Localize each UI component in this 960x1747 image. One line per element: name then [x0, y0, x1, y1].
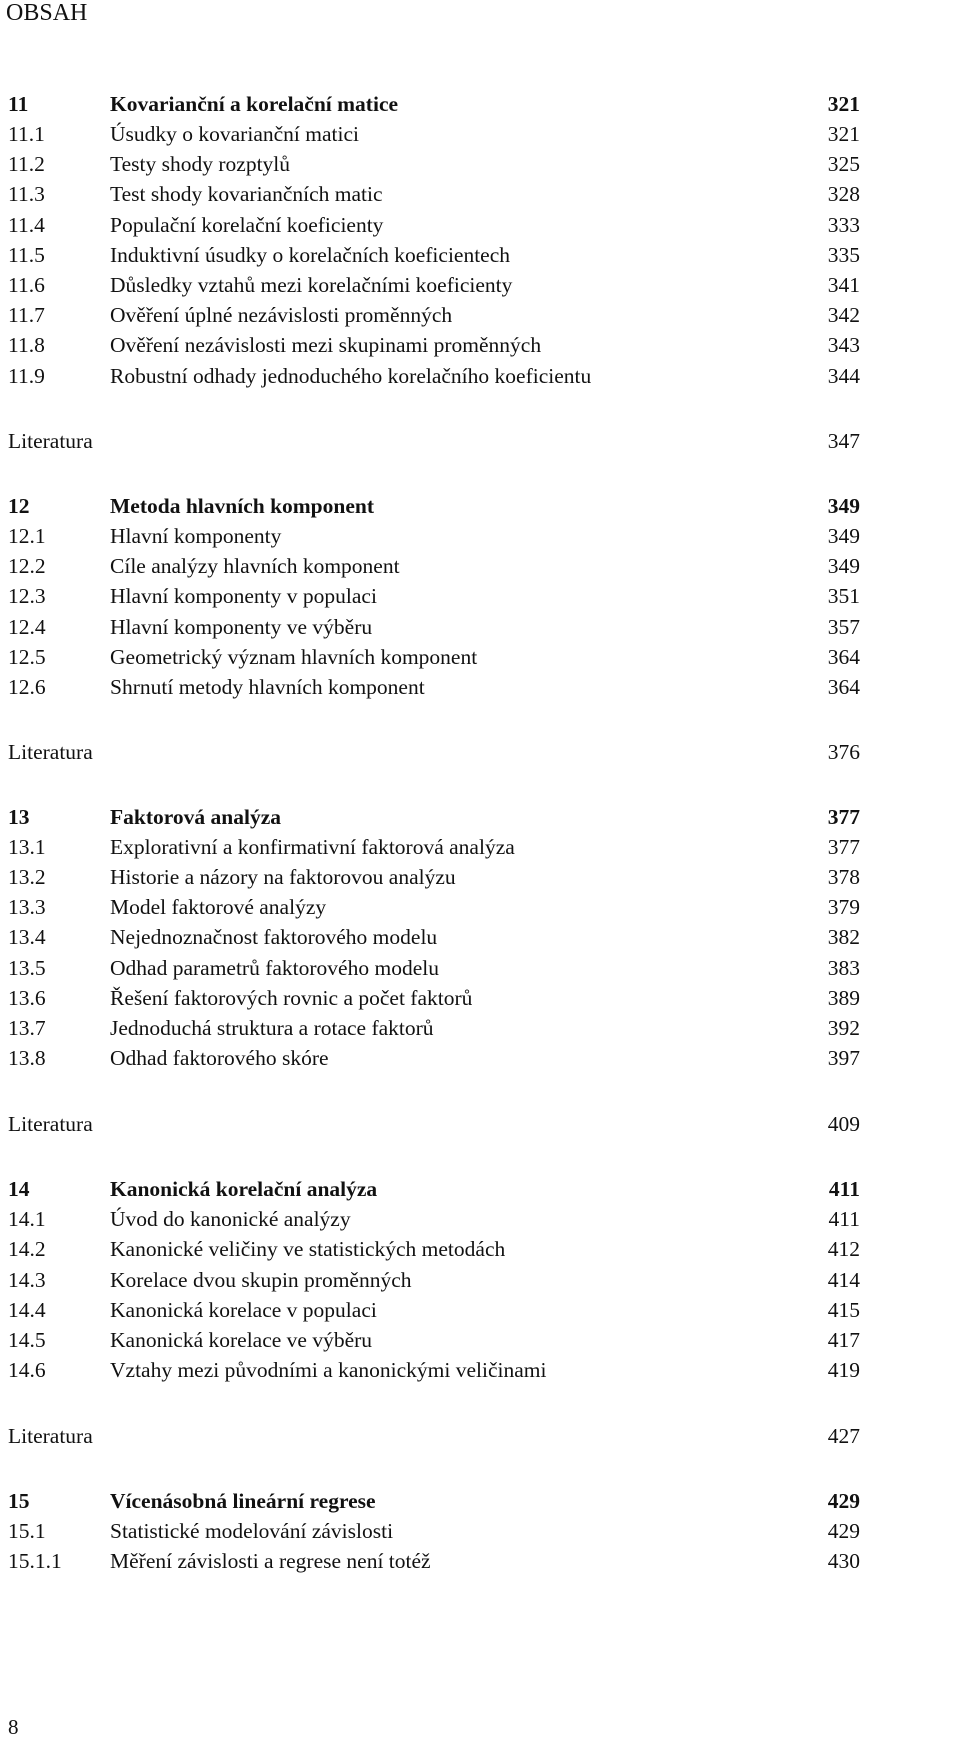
toc-entry-number: 11.9 [8, 364, 45, 388]
toc-entry-title: Explorativní a konfirmativní faktorová analýza [110, 835, 515, 859]
toc-section-row [8, 612, 860, 642]
toc-entry-number: 13 [8, 805, 30, 829]
toc-entry-title: Kanonické veličiny ve statistických metodách [110, 1237, 506, 1261]
toc-section-row [8, 672, 860, 702]
toc-entry-page: 325 [827, 152, 860, 176]
toc-entry-page: 412 [827, 1237, 860, 1261]
toc-entry-page: 335 [827, 243, 860, 267]
toc-entry-number: 11 [8, 92, 29, 116]
toc-entry-number: 13.2 [8, 865, 46, 889]
page-title: OBSAH [6, 0, 88, 26]
toc-entry-number: 11.3 [8, 182, 45, 206]
toc-section-row [8, 953, 860, 983]
toc-entry-title: Model faktorové analýzy [110, 895, 327, 919]
toc-entry-page: 333 [827, 213, 860, 237]
toc-entry-page: 397 [827, 1046, 860, 1070]
toc-entry-number: 13.6 [8, 986, 46, 1010]
page-number: 8 [8, 1715, 19, 1739]
toc-entry-number: 14.3 [8, 1268, 46, 1292]
toc-entry-number: 13.4 [8, 925, 46, 949]
toc-entry-number: 15 [8, 1489, 30, 1513]
toc-entry-page: 378 [827, 865, 860, 889]
toc-entry-number: 12.4 [8, 615, 46, 639]
toc-entry-page: 321 [827, 92, 860, 116]
toc-section-row [8, 1355, 860, 1385]
toc-chapter-row [8, 1486, 860, 1516]
toc-entry-page: 415 [827, 1298, 860, 1322]
toc-entry-title: Metoda hlavních komponent [110, 494, 375, 518]
toc-entry-page: 417 [827, 1328, 860, 1352]
toc-entry-title: Robustní odhady jednoduchého korelačního koeficientu [110, 364, 592, 388]
toc-entry-page: 343 [827, 333, 860, 357]
toc-section-row [8, 1234, 860, 1264]
toc-entry-number: 14 [8, 1177, 30, 1201]
toc-entry-title: Literatura [8, 1424, 93, 1448]
toc-entry-page: 411 [828, 1177, 860, 1201]
toc-entry-number: 12.1 [8, 524, 46, 548]
toc-entry-title: Jednoduchá struktura a rotace faktorů [110, 1016, 434, 1040]
toc-entry-title: Induktivní úsudky o korelačních koeficientech [110, 243, 511, 267]
toc-entry-title: Statistické modelování závislosti [110, 1519, 394, 1543]
toc-entry-page: 389 [827, 986, 860, 1010]
toc-entry-number: 11.1 [8, 122, 45, 146]
toc-entry-title: Ověření nezávislosti mezi skupinami proměnných [110, 333, 542, 357]
toc-entry-number: 14.1 [8, 1207, 46, 1231]
toc-entry-number: 13.5 [8, 956, 46, 980]
toc-entry-title: Řešení faktorových rovnic a počet faktorů [110, 986, 473, 1010]
toc-entry-page: 349 [827, 524, 860, 548]
toc-section-row [8, 1043, 860, 1073]
toc-entry-title: Korelace dvou skupin proměnných [110, 1268, 412, 1292]
toc-entry-page: 377 [827, 835, 860, 859]
toc-section-row [8, 642, 860, 672]
toc-entry-title: Historie a názory na faktorovou analýzu [110, 865, 456, 889]
toc-entry-title: Měření závislosti a regrese není totéž [110, 1549, 431, 1573]
toc-entry-number: 13.3 [8, 895, 46, 919]
toc-entry-number: 12.5 [8, 645, 46, 669]
toc-entry-title: Literatura [8, 740, 93, 764]
toc-chapter-row [8, 491, 860, 521]
toc-entry-page: 351 [827, 584, 860, 608]
toc-chapter-row [8, 802, 860, 832]
toc-entry-title: Kovarianční a korelační matice [110, 92, 399, 116]
toc-section-row [8, 270, 860, 300]
toc-entry-title: Hlavní komponenty ve výběru [110, 615, 373, 639]
toc-entry-page: 429 [827, 1489, 860, 1513]
toc-entry-title: Kanonická korelační analýza [110, 1177, 378, 1201]
toc-entry-title: Ověření úplné nezávislosti proměnných [110, 303, 453, 327]
toc-entry-title: Hlavní komponenty [110, 524, 282, 548]
toc-chapter-row [8, 89, 860, 119]
toc-section-row [8, 1516, 860, 1546]
toc-section-row [8, 300, 860, 330]
toc-entry-title: Nejednoznačnost faktorového modelu [110, 925, 438, 949]
toc-entry-page: 427 [827, 1424, 860, 1448]
toc-section-row [8, 581, 860, 611]
toc-entry-number: 11.4 [8, 213, 45, 237]
toc-entry-number: 12.3 [8, 584, 46, 608]
toc-entry-title: Populační korelační koeficienty [110, 213, 384, 237]
toc-section-row [8, 1546, 860, 1576]
toc-section-row [8, 330, 860, 360]
toc-literature-row [8, 1421, 860, 1451]
toc-entry-number: 15.1 [8, 1519, 46, 1543]
toc-entry-title: Test shody kovariančních matic [110, 182, 383, 206]
toc-entry-page: 342 [827, 303, 860, 327]
toc-entry-page: 328 [827, 182, 860, 206]
toc-entry-number: 11.7 [8, 303, 45, 327]
toc-entry-title: Shrnutí metody hlavních komponent [110, 675, 425, 699]
toc-entry-title: Odhad parametrů faktorového modelu [110, 956, 439, 980]
toc-entry-page: 429 [827, 1519, 860, 1543]
toc-entry-page: 409 [827, 1112, 860, 1136]
toc-entry-number: 13.8 [8, 1046, 46, 1070]
toc-entry-page: 364 [827, 645, 860, 669]
toc-entry-number: 15.1.1 [8, 1549, 62, 1573]
toc-literature-row [8, 1109, 860, 1139]
toc-entry-title: Literatura [8, 429, 93, 453]
toc-entry-number: 12.2 [8, 554, 46, 578]
toc-entry-title: Vztahy mezi původními a kanonickými veličinami [110, 1358, 547, 1382]
toc-entry-title: Hlavní komponenty v populaci [110, 584, 377, 608]
toc-entry-page: 357 [827, 615, 860, 639]
toc-entry-title: Úsudky o kovarianční matici [110, 122, 359, 146]
toc-section-row [8, 551, 860, 581]
toc-entry-number: 11.6 [8, 273, 45, 297]
toc-entry-number: 13.1 [8, 835, 46, 859]
toc-section-row [8, 983, 860, 1013]
toc-entry-number: 11.8 [8, 333, 45, 357]
toc-section-row [8, 1204, 860, 1234]
toc-entry-number: 11.2 [8, 152, 45, 176]
toc-entry-page: 376 [827, 740, 860, 764]
toc-entry-page: 414 [827, 1268, 860, 1292]
toc-literature-row [8, 737, 860, 767]
toc-section-row [8, 240, 860, 270]
toc-literature-row [8, 426, 860, 456]
toc-entry-number: 14.5 [8, 1328, 46, 1352]
toc-entry-page: 430 [827, 1549, 860, 1573]
toc-section-row [8, 1325, 860, 1355]
toc-section-row [8, 149, 860, 179]
toc-entry-number: 14.2 [8, 1237, 46, 1261]
toc-section-row [8, 832, 860, 862]
toc-entry-page: 364 [827, 675, 860, 699]
toc-section-row [8, 1013, 860, 1043]
toc-entry-page: 349 [827, 494, 860, 518]
toc-entry-page: 377 [827, 805, 860, 829]
toc-entry-title: Testy shody rozptylů [110, 152, 291, 176]
toc-entry-page: 411 [828, 1207, 860, 1231]
toc-section-row [8, 1295, 860, 1325]
toc-section-row [8, 892, 860, 922]
toc-chapter-row [8, 1174, 860, 1204]
toc-section-row [8, 119, 860, 149]
toc-entry-title: Geometrický význam hlavních komponent [110, 645, 478, 669]
toc-section-row [8, 922, 860, 952]
toc-entry-title: Kanonická korelace v populaci [110, 1298, 377, 1322]
toc-entry-number: 14.4 [8, 1298, 46, 1322]
toc-entry-page: 382 [827, 925, 860, 949]
toc-entry-number: 14.6 [8, 1358, 46, 1382]
toc-entry-number: 13.7 [8, 1016, 46, 1040]
toc-entry-number: 11.5 [8, 243, 45, 267]
toc-entry-title: Cíle analýzy hlavních komponent [110, 554, 400, 578]
toc-entry-page: 379 [827, 895, 860, 919]
toc-entry-number: 12 [8, 494, 30, 518]
toc-entry-page: 419 [827, 1358, 860, 1382]
toc-entry-title: Faktorová analýza [110, 805, 282, 829]
toc-entry-title: Kanonická korelace ve výběru [110, 1328, 373, 1352]
toc-entry-title: Literatura [8, 1112, 93, 1136]
toc-entry-page: 383 [827, 956, 860, 980]
toc-section-row [8, 210, 860, 240]
toc-section-row [8, 1265, 860, 1295]
toc-entry-page: 321 [827, 122, 860, 146]
toc-entry-page: 341 [827, 273, 860, 297]
toc-entry-number: 12.6 [8, 675, 46, 699]
toc-entry-title: Úvod do kanonické analýzy [110, 1207, 351, 1231]
toc-section-row [8, 361, 860, 391]
toc-entry-title: Vícenásobná lineární regrese [110, 1489, 376, 1513]
toc-entry-title: Odhad faktorového skóre [110, 1046, 329, 1070]
toc-entry-page: 349 [827, 554, 860, 578]
toc-entry-title: Důsledky vztahů mezi korelačními koeficienty [110, 273, 513, 297]
toc-entry-page: 392 [827, 1016, 860, 1040]
toc-section-row [8, 521, 860, 551]
toc-entry-page: 347 [827, 429, 860, 453]
toc-section-row [8, 179, 860, 209]
toc-section-row [8, 862, 860, 892]
toc-entry-page: 344 [827, 364, 860, 388]
